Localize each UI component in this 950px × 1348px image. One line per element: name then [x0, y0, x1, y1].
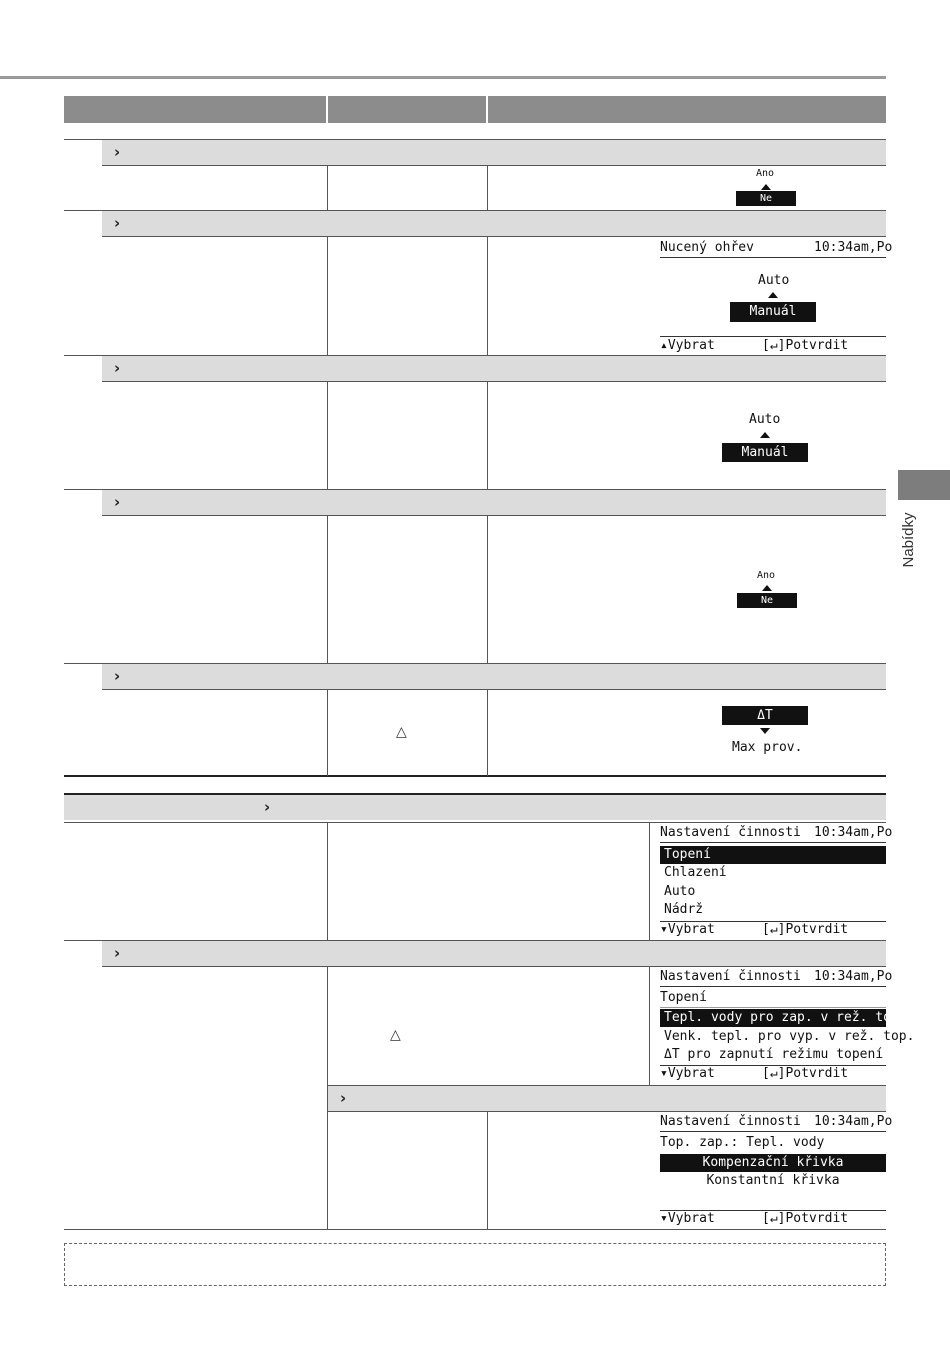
option-upper: Ano: [757, 570, 776, 581]
screen-time: 10:34am,Po: [814, 1114, 893, 1129]
row-rule: [327, 1111, 886, 1112]
row-rule: [64, 822, 886, 823]
arrow-up-icon: [760, 432, 770, 438]
screen-rule: [660, 842, 886, 843]
screen-operation-settings: [660, 825, 893, 939]
menu-item: Auto: [664, 884, 696, 899]
col-divider: [327, 515, 328, 664]
screen-time: 10:34am,Po: [814, 240, 893, 255]
option-upper: Auto: [749, 412, 781, 427]
screen-rule: [660, 986, 886, 987]
footer-confirm: [↵]Potvrdit: [762, 1211, 849, 1226]
row-rule: [102, 381, 886, 382]
footer-confirm: [↵]Potvrdit: [762, 1066, 849, 1081]
footer-select: ▾Vybrat: [660, 1211, 715, 1226]
menu-item: Venk. tepl. pro vyp. v rež. top.: [664, 1029, 915, 1044]
chevron-right-icon: ›: [114, 493, 121, 511]
footer-select: ▴Vybrat: [660, 338, 715, 353]
screen-curve-settings: [660, 1114, 893, 1228]
screen-heating-settings: [660, 969, 915, 1083]
table-header-col-2: [328, 96, 486, 123]
footer-confirm: [↵]Potvrdit: [762, 922, 849, 937]
screen-title: Nucený ohřev: [660, 240, 754, 255]
footer-select-label: Vybrat: [667, 338, 715, 353]
chevron-right-icon: ›: [114, 944, 121, 962]
chevron-right-icon: ›: [264, 798, 271, 816]
submenu-band-1: [102, 140, 886, 165]
screen-title: Nastavení činnosti: [660, 825, 801, 840]
menu-item: ΔT pro zapnutí režimu topení: [664, 1047, 884, 1062]
col-divider: [487, 165, 488, 211]
option-lower: Max prov.: [732, 740, 803, 755]
option-upper: Auto: [758, 273, 790, 288]
arrow-down-icon: [760, 728, 770, 734]
screen-delta-t: [720, 704, 810, 760]
menu-item: Tepl. vody pro zap. v rež. top.: [660, 1009, 886, 1027]
screen-time: 10:34am,Po: [814, 969, 893, 984]
screen-title: Nastavení činnosti: [660, 969, 801, 984]
triangle-outline-icon: △: [396, 724, 407, 740]
screen-rule: [660, 1007, 886, 1008]
menu-item: Nádrž: [664, 902, 704, 917]
table-end-rule: [64, 775, 886, 777]
submenu-band-8: [328, 1086, 886, 1111]
menu-item: Chlazení: [664, 865, 727, 880]
col-divider: [649, 966, 650, 1086]
top-rule: [0, 76, 886, 79]
footer-select-label: Vybrat: [667, 1066, 715, 1081]
menu-item: Topení: [660, 846, 886, 864]
arrow-up-icon: [768, 292, 778, 298]
footer-select-label: Vybrat: [667, 922, 715, 937]
side-tab-label: Nabídky: [900, 512, 917, 568]
screen-subtitle: Top. zap.: Tepl. vody: [660, 1135, 825, 1150]
row-rule: [102, 236, 886, 237]
footer-select-label: Vybrat: [667, 1211, 715, 1226]
screen-yes-no-1: [736, 168, 796, 208]
chevron-right-icon: ›: [340, 1089, 347, 1107]
col-divider: [487, 1111, 488, 1230]
triangle-outline-icon: △: [390, 1027, 401, 1043]
col-divider: [487, 515, 488, 664]
menu-item: Kompenzační křivka: [660, 1154, 886, 1172]
submenu-band-3: [102, 356, 886, 381]
col-divider: [487, 236, 488, 356]
row-rule: [102, 515, 886, 516]
col-divider: [327, 236, 328, 356]
table-header-col-3: [488, 96, 886, 123]
section-band: [64, 795, 886, 820]
submenu-band-5: [102, 664, 886, 689]
arrow-up-icon: [762, 585, 772, 591]
screen-time: 10:34am,Po: [814, 825, 893, 840]
col-divider: [487, 689, 488, 776]
col-divider: [327, 689, 328, 776]
option-selected: ΔT: [722, 706, 808, 725]
screen-yes-no-2: [737, 570, 797, 610]
screen-title: Nastavení činnosti: [660, 1114, 801, 1129]
screen-auto-manual: [720, 410, 810, 462]
screen-rule: [660, 1131, 886, 1132]
row-rule: [102, 689, 886, 690]
row-rule: [102, 966, 886, 967]
row-rule: [102, 165, 886, 166]
chevron-right-icon: ›: [114, 143, 121, 161]
col-divider: [327, 381, 328, 490]
menu-item: Konstantní křivka: [706, 1173, 840, 1188]
chevron-right-icon: ›: [114, 667, 121, 685]
option-upper: Ano: [756, 168, 775, 179]
col-divider: [327, 822, 328, 941]
table-header-col-1: [64, 96, 326, 123]
note-box: [64, 1243, 886, 1286]
col-divider: [327, 165, 328, 211]
option-selected: Ne: [737, 593, 797, 608]
screen-subtitle: Topení: [660, 990, 707, 1005]
chevron-right-icon: ›: [114, 359, 121, 377]
arrow-up-icon: [761, 184, 771, 190]
footer-select: ▾Vybrat: [660, 1066, 715, 1081]
table-end-rule: [64, 1229, 886, 1230]
submenu-band-4: [102, 490, 886, 515]
option-selected: Ne: [736, 191, 796, 206]
col-divider: [487, 381, 488, 490]
col-divider: [327, 966, 328, 1230]
screen-rule: [660, 336, 886, 337]
screen-rule: [660, 257, 886, 258]
footer-select: ▾Vybrat: [660, 922, 715, 937]
submenu-band-7: [102, 941, 886, 966]
option-selected: Manuál: [730, 302, 816, 322]
footer-confirm: [↵]Potvrdit: [762, 338, 849, 353]
col-divider: [649, 822, 650, 941]
screen-forced-heating: [660, 240, 893, 354]
submenu-band-2: [102, 211, 886, 236]
option-selected: Manuál: [722, 443, 808, 462]
chevron-right-icon: ›: [114, 214, 121, 232]
